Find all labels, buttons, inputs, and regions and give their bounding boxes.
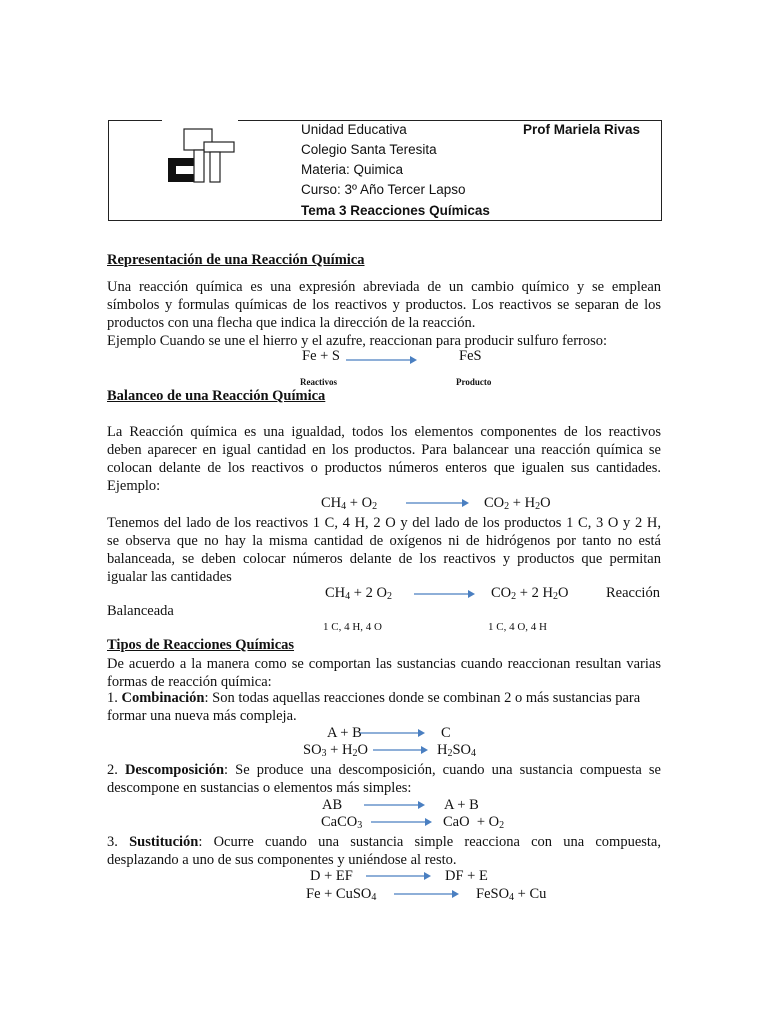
atom-count-right: 1 C, 4 O, 4 H: [488, 621, 547, 633]
section-title-representacion: Representación de una Reacción Química: [107, 252, 365, 268]
header-subject: Materia: Quimica: [301, 162, 404, 177]
school-logo: [166, 126, 240, 186]
balanced-word-1: Reacción: [606, 585, 660, 601]
reaction-arrow: [371, 817, 433, 827]
type-descomposicion-desc: 2. Descomposición: Se produce una descomposición, cuando una sustancia compuesta se: [107, 762, 661, 778]
reaction-arrow: [414, 589, 476, 599]
header-school: Colegio Santa Teresita: [301, 142, 437, 157]
reaction-arrow: [346, 355, 418, 365]
paragraph-line: Una reacción química es una expresión abreviada de un cambio químico y se emplean: [107, 279, 661, 295]
example-left: A + B: [327, 725, 362, 741]
atom-count-left: 1 C, 4 H, 4 O: [323, 621, 382, 633]
header-teacher: Prof Mariela Rivas: [523, 122, 641, 137]
type-combinacion-desc: 1. Combinación: Son todas aquellas reacciones donde se combinan 2 o más sustancias para: [107, 690, 641, 706]
reaction-arrow: [406, 498, 470, 508]
paragraph-line: Ejemplo Cuando se une el hierro y el azufre, reaccionan para producir sulfuro ferroso:: [107, 333, 608, 349]
paragraph-line: desplazando a uno de sus componentes y uniéndose al resto.: [107, 852, 457, 868]
example-right: DF + E: [445, 868, 488, 884]
equation-unbalanced-left: $CH_4 + O_2$: [321, 495, 378, 512]
paragraph-line: deben aparecer en igual cantidad en los productos. Para balancear una reacción química se: [107, 442, 661, 458]
example-right: C: [441, 725, 451, 741]
reaction-arrow: [366, 871, 432, 881]
reaction-arrow: [360, 728, 426, 738]
paragraph-line: balanceada, se deben colocar números delante de los reactivos y productos que permitan: [107, 551, 661, 567]
reaction-arrow: [373, 745, 429, 755]
example-left-cuso4: Fe + CuSO$_4$: [306, 886, 377, 903]
paragraph-line: De acuerdo a la manera como se comportan las sustancias cuando reaccionan resultan varias: [107, 656, 661, 672]
equation-balanced-right: $CO_2 + 2$ $H_2O$: [491, 585, 569, 602]
paragraph-line: Tenemos del lado de los reactivos 1 C, 4 H, 2 O y del lado de los productos 1 C, 3 O y 2 H,: [107, 515, 661, 531]
example-right-cao: CaO + $O_2$: [443, 814, 505, 831]
paragraph-line: formas de reacción química:: [107, 674, 272, 690]
paragraph-line: igualar las cantidades: [107, 569, 232, 585]
reactants-label: Reactivos: [300, 377, 337, 387]
equation-balanced-left: $CH_4 + 2$ $O_2$: [325, 585, 392, 602]
paragraph-line: se observa que no hay la misma cantidad de oxígenos ni de hidrógenos por tanto no está: [107, 533, 661, 549]
paragraph-line: colocan delante de los reactivos o productos números enteros que igualen sus cantidades.: [107, 460, 661, 476]
example-left: AB: [322, 797, 343, 813]
paragraph-line: descompone en sustancias o elementos más simples:: [107, 780, 412, 796]
paragraph-line: La Reacción química es una igualdad, todos los elementos componentes de los reactivos: [107, 424, 661, 440]
example-left-caco3: CaCO$_3$: [321, 814, 363, 831]
example-left-so3: $SO_3 + H_2O$: [303, 742, 368, 759]
equation-unbalanced-right: $CO_2 + H_2O$: [484, 495, 551, 512]
product-label: Producto: [456, 377, 492, 387]
reaction-left: Fe + S: [302, 348, 340, 364]
paragraph-line: símbolos y formulas químicas de los reactivos y productos. Los reactivos se separan de los: [107, 297, 661, 313]
paragraph-line: formar una nueva más compleja.: [107, 708, 297, 724]
paragraph-line: productos con una flecha que indica la dirección de la reacción.: [107, 315, 476, 331]
section-title-tipos: Tipos de Reacciones Químicas: [107, 637, 295, 653]
reaction-arrow: [394, 889, 460, 899]
reaction-arrow: [364, 800, 426, 810]
balanced-word-2: Balanceada: [107, 603, 174, 619]
header-border-gap: [162, 116, 238, 124]
example-right-h2so4: $H_2SO_4$: [437, 742, 477, 759]
reaction-right: FeS: [459, 348, 482, 364]
example-right: A + B: [444, 797, 479, 813]
section-title-balanceo: Balanceo de una Reacción Química: [107, 388, 326, 404]
header-course: Curso: 3º Año Tercer Lapso: [301, 182, 466, 197]
header-topic: Tema 3 Reacciones Químicas: [301, 203, 490, 218]
paragraph-line: Ejemplo:: [107, 478, 161, 494]
type-sustitucion-desc: 3. Sustitución: Ocurre cuando una sustancia simple reacciona con una compuesta,: [107, 834, 661, 850]
header-institution: Unidad Educativa: [301, 122, 407, 137]
example-left: D + EF: [310, 868, 353, 884]
example-right-feso4: FeSO$_4$ + Cu: [476, 886, 547, 903]
